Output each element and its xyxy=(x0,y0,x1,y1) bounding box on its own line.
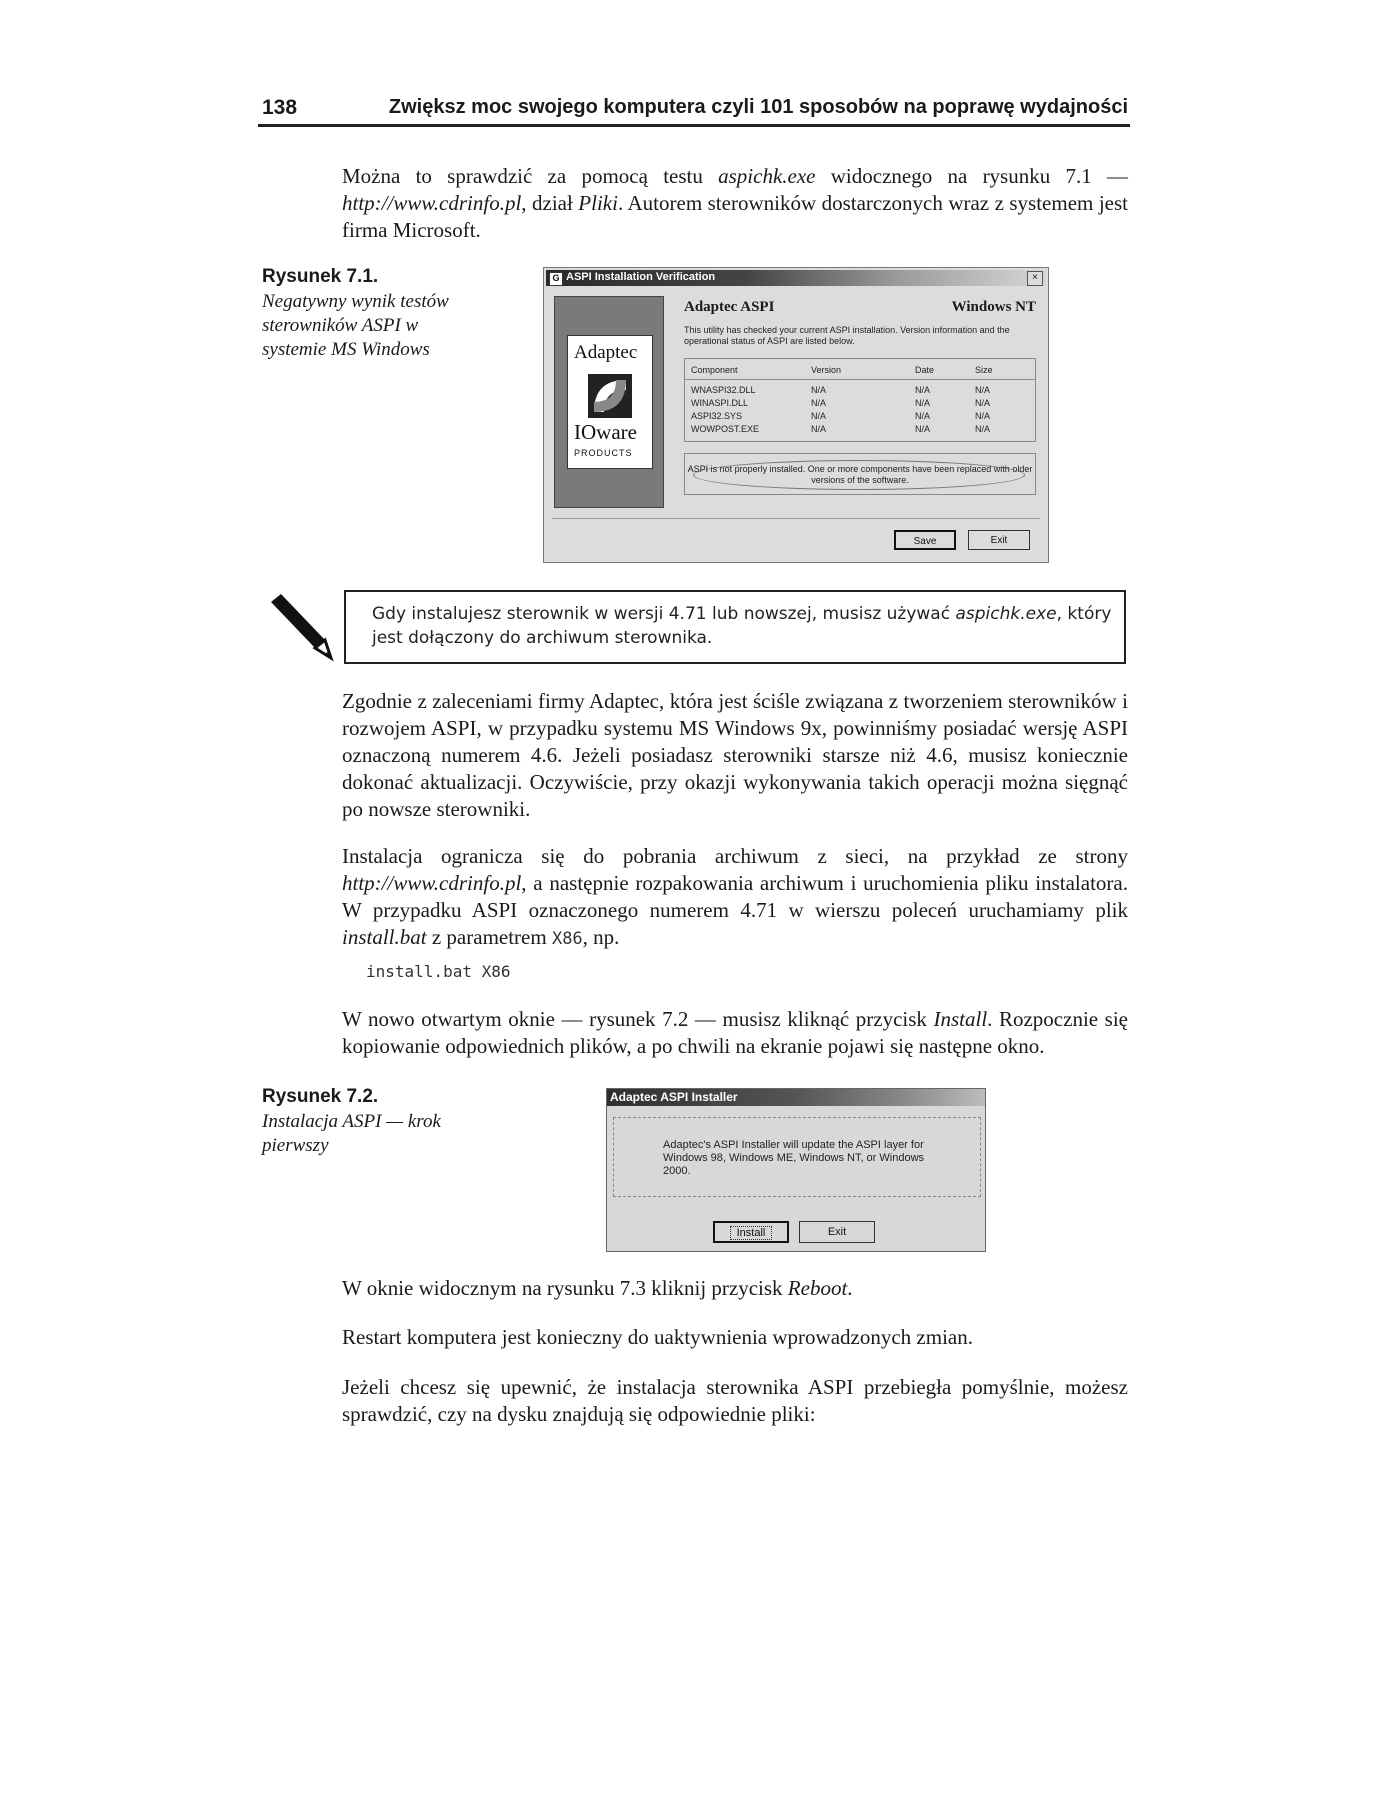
table-divider xyxy=(685,379,1035,380)
button-separator xyxy=(552,518,1040,519)
window-title-bar xyxy=(546,270,1046,286)
status-message: ASPI is not properly installed. One or more components have been replaced with older versions of the software. xyxy=(687,464,1033,485)
table-cell: N/A xyxy=(811,424,827,434)
table-cell: N/A xyxy=(975,385,991,395)
table-cell: N/A xyxy=(915,398,931,408)
installer-message: Adaptec's ASPI Installer will update the ASPI layer for Windows 98, Windows ME, Windows NT, or Windows 2000. xyxy=(663,1139,925,1177)
app-icon: G xyxy=(549,272,563,286)
column-header: Date xyxy=(915,365,935,375)
adaptec-logo xyxy=(567,335,653,469)
logo-brand: Adaptec xyxy=(574,342,638,363)
paragraph-2: Zgodnie z zaleceniami firmy Adaptec, która jest ściśle związana z tworzeniem sterowników i rozwojem ASPI, w przypadku systemu MS Windows 9x, powinniśmy posiadać wersję ASPI oznaczoną numerem 4.6. Jeżeli posiadasz sterowniki starsze niż 4.6, musisz koniecznie dokonać aktualizacji. Oczywiście, przy okazji wykonywania takich operacji można sięgnąć po nowsze sterowniki. xyxy=(342,689,1128,821)
logo-graphic-icon xyxy=(588,374,632,418)
heading-product: Adaptec ASPI xyxy=(684,299,775,315)
logo-product: IOware xyxy=(574,420,637,444)
table-cell: WOWPOST.EXE xyxy=(691,424,760,434)
table-cell: N/A xyxy=(915,385,931,395)
table-cell: N/A xyxy=(811,398,827,408)
table-cell: N/A xyxy=(915,411,931,421)
figure-2-label: Rysunek 7.2. xyxy=(262,1086,379,1107)
table-cell: N/A xyxy=(811,411,827,421)
paragraph-4: W nowo otwartym oknie — rysunek 7.2 — musisz kliknąć przycisk Install. Rozpocznie się kopiowanie odpowiednich plików, a po chwili na ekranie pojawi się następne okno. xyxy=(342,1007,1128,1058)
table-cell: N/A xyxy=(975,411,991,421)
figure-2-caption: Instalacja ASPI — krok pierwszy xyxy=(262,1111,441,1156)
paragraph-5: W oknie widocznym na rysunku 7.3 kliknij przycisk Reboot. xyxy=(342,1276,853,1300)
exit-button[interactable]: Exit xyxy=(799,1221,875,1243)
column-header: Version xyxy=(811,365,842,375)
table-cell: N/A xyxy=(915,424,931,434)
utility-description: This utility has checked your current ASPI installation. Version information and the operational status of ASPI are listed below. xyxy=(684,325,1010,346)
page-number: 138 xyxy=(262,96,298,119)
window-title: Adaptec ASPI Installer xyxy=(610,1090,738,1104)
note-text: Gdy instalujesz sterownik w wersji 4.71 lub nowszej, musisz używać aspichk.exe, który jest dołączony do archiwum sterownika. xyxy=(372,604,1112,648)
figure-1-label: Rysunek 7.1. xyxy=(262,266,379,287)
component-table xyxy=(684,358,1036,442)
table-cell: ASPI32.SYS xyxy=(691,411,743,421)
aspi-installer-window xyxy=(606,1088,986,1252)
column-header: Component xyxy=(691,365,738,375)
column-header: Size xyxy=(975,365,993,375)
figure-1-caption: Negatywny wynik testów sterowników ASPI w systemie MS Windows xyxy=(262,291,449,360)
install-button-label: Install xyxy=(730,1226,773,1240)
window-title-bar xyxy=(607,1089,985,1106)
close-icon[interactable]: × xyxy=(1027,271,1043,286)
running-header-title: Zwiększ moc swojego komputera czyli 101 sposobów na poprawę wydajności xyxy=(388,96,1128,118)
install-button[interactable] xyxy=(713,1221,789,1243)
heading-os: Windows NT xyxy=(951,299,1036,315)
note-box xyxy=(344,590,1126,664)
logo-panel xyxy=(554,296,664,508)
paragraph-6: Restart komputera jest konieczny do uaktywnienia wprowadzonych zmian. xyxy=(342,1325,973,1349)
save-button[interactable]: Save xyxy=(894,530,956,550)
paragraph-3: Instalacja ogranicza się do pobrania archiwum z sieci, na przykład ze strony http://www.cdrinfo.pl, a następnie rozpakowania archiwum i uruchomienia pliku instalatora. W przypadku ASPI oznaczonego numerem 4.71 w wierszu poleceń uruchamiamy plik install.bat z parametrem X86, np. xyxy=(342,844,1128,949)
header-rule xyxy=(258,124,1130,127)
exit-button[interactable]: Exit xyxy=(968,530,1030,550)
paragraph-1: Można to sprawdzić za pomocą testu aspichk.exe widocznego na rysunku 7.1 — http://www.cdrinfo.pl, dział Pliki. Autorem sterowników dostarczonych wraz z systemem jest firma Microsoft. xyxy=(342,164,1128,242)
table-cell: N/A xyxy=(975,398,991,408)
table-cell: N/A xyxy=(975,424,991,434)
paragraph-7: Jeżeli chcesz się upewnić, że instalacja sterownika ASPI przebiegła pomyślnie, możesz sprawdzić, czy na dysku znajdują się odpowiednie pliki: xyxy=(342,1375,1128,1426)
aspi-verification-window xyxy=(543,267,1049,563)
table-cell: N/A xyxy=(811,385,827,395)
code-line: install.bat X86 xyxy=(366,962,511,981)
pencil-icon xyxy=(265,592,335,662)
table-cell: WNASPI32.DLL xyxy=(691,385,756,395)
status-panel xyxy=(684,453,1036,495)
table-cell: WINASPI.DLL xyxy=(691,398,749,408)
logo-products-label: PRODUCTS xyxy=(574,448,633,458)
window-title: ASPI Installation Verification xyxy=(566,271,716,283)
